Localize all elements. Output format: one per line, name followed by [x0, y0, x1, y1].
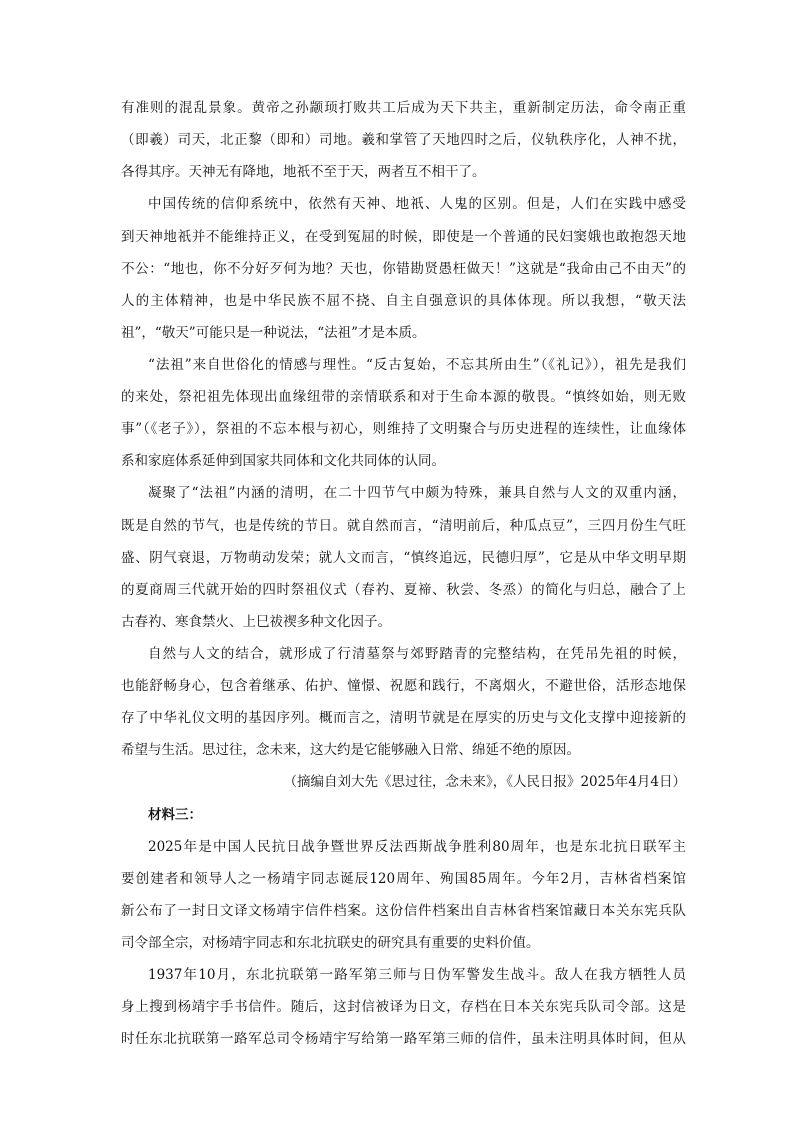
text-line: 时任东北抗联第一路军总司令杨靖宇写给第一路军第三师的信件，虽未注明具体时间，但从 — [121, 1031, 686, 1047]
text-line: 到天神地祇并不能维持正义，在受到冤屈的时候，即使是一个普通的民妇窦娥也敢抱怨天地 — [121, 229, 686, 245]
text-line: 的夏商周三代就开始的四时祭祖仪式（春礿、夏禘、秋尝、冬烝）的简化与归总，融合了上 — [121, 582, 686, 598]
text-line: 希望与生活。思过往，念未来，这大约是它能够融入日常、绵延不绝的原因。 — [121, 742, 580, 758]
source-citation: （摘编自刘大先《思过往，念未来》，《人民日报》2025年4月4日） — [283, 774, 686, 790]
text-line: 身上搜到杨靖宇手书信件。随后，这封信被译为日文，存档在日本关东宪兵队司令部。这是 — [121, 999, 686, 1015]
text-line: 不公：“地也，你不分好歹何为地？天也，你错勘贤愚枉做天！”这就是“我命由己不由天”的 — [121, 261, 686, 277]
text-line: 司令部全宗，对杨靖宇同志和东北抗联史的研究具有重要的史料价值。 — [121, 935, 540, 951]
text-line: 中国传统的信仰系统中，依然有天神、地祇、人鬼的区别。但是，人们在实践中感受 — [148, 196, 686, 212]
text-line: 古春礿、寒食禁火、上巳祓禊多种文化因子。 — [121, 614, 391, 630]
text-line: （即羲）司天，北正黎（即和）司地。羲和掌管了天地四时之后，仪轨秩序化，人神不扰， — [121, 132, 686, 148]
text-line: 事”（《老子》），祭祖的不忘本根与初心，则维持了文明聚合与历史进程的连续性，让血缘体 — [121, 421, 686, 437]
text-line: 既是自然的节气，也是传统的节日。就自然而言，“清明前后，种瓜点豆”，三四月份生气旺 — [121, 518, 686, 534]
text-line: 要创建者和领导人之一杨靖宇同志诞辰120周年、殉国85周年。今年2月，吉林省档案馆 — [121, 871, 686, 887]
text-line: 各得其序。天神无有降地，地祇不至于天，两者互不相干了。 — [121, 164, 486, 180]
text-line: 也能舒畅身心，包含着继承、佑护、憧憬、祝愿和践行，不离烟火，不避世俗，活形态地保 — [121, 678, 686, 694]
text-line: 自然与人文的结合，就形成了行清墓祭与郊野踏青的完整结构，在凭吊先祖的时候， — [148, 646, 686, 662]
text-line: 有准则的混乱景象。黄帝之孙颛顼打败共工后成为天下共主，重新制定历法，命令南正重 — [121, 100, 686, 116]
text-line: 存了中华礼仪文明的基因序列。概而言之，清明节就是在厚实的历史与文化支撑中迎接新的 — [121, 710, 686, 726]
text-line: 凝聚了“法祖”内涵的清明，在二十四节气中颇为特殊，兼具自然与人文的双重内涵， — [148, 485, 686, 501]
section-heading: 材料三： — [148, 807, 202, 823]
text-line: 2025年是中国人民抗日战争暨世界反法西斯战争胜利80周年，也是东北抗日联军主 — [148, 839, 686, 855]
text-line: 人的主体精神，也是中华民族不屈不挠、自主自强意识的具体体现。所以我想，“敬天法 — [121, 293, 686, 309]
text-line: 盛、阴气衰退，万物萌动发荣；就人文而言，“慎终追远，民德归厚”，它是从中华文明早期 — [121, 550, 686, 566]
text-line: “法祖”来自世俗化的情感与理性。“反古复始，不忘其所由生”（《礼记》），祖先是我们 — [148, 357, 686, 373]
text-line: 1937年10月，东北抗联第一路军第三师与日伪军警发生战斗。敌人在我方牺牲人员 — [148, 967, 686, 983]
text-line: 祖”，“敬天”可能只是一种说法，“法祖”才是本质。 — [121, 325, 426, 341]
text-line: 的来处，祭祀祖先体现出血缘纽带的亲情联系和对于生命本源的敬畏。“慎终如始，则无败 — [121, 389, 686, 405]
text-line: 新公布了一封日文译文杨靖宇信件档案。这份信件档案出自吉林省档案馆藏日本关东宪兵队 — [121, 903, 686, 919]
text-line: 系和家庭体系延伸到国家共同体和文化共同体的认同。 — [121, 453, 445, 469]
